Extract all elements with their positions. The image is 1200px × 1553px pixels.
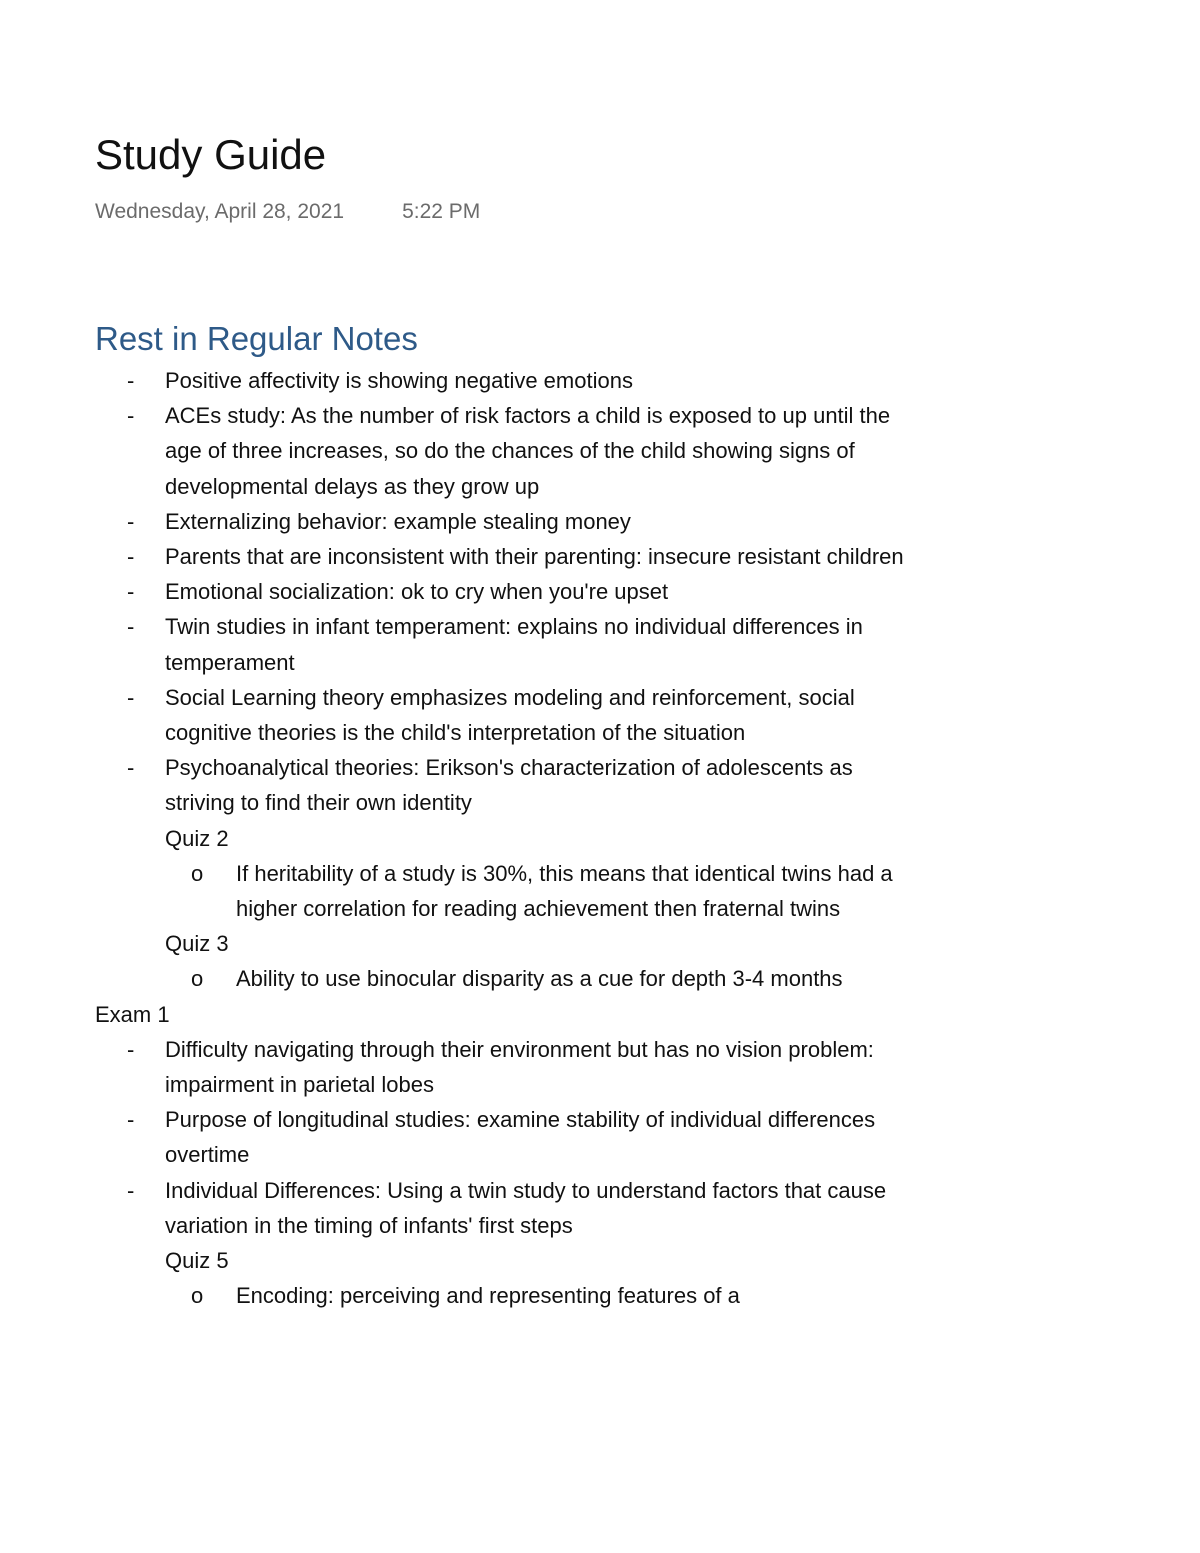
page-time: 5:22 PM (402, 200, 481, 223)
section-heading: Rest in Regular Notes (95, 320, 418, 357)
page-date: Wednesday, April 28, 2021 (95, 200, 345, 223)
list-item-text: Twin studies in infant temperament: explains no individual differences in temperament (165, 614, 863, 675)
dash-bullet: - (127, 579, 135, 605)
list-item-text: Difficulty navigating through their environment but has no vision problem: impairment in parietal lobes (165, 1036, 874, 1098)
dash-bullet: - (127, 1036, 135, 1062)
list-item (95, 680, 925, 750)
dash-bullet: - (127, 368, 135, 393)
circle-bullet: o (191, 966, 204, 992)
list-item (95, 1102, 925, 1172)
list-item (95, 1173, 925, 1243)
list-item (95, 750, 925, 820)
circle-bullet: o (191, 860, 204, 886)
list-item (95, 398, 925, 504)
circle-bullet: o (191, 1283, 204, 1309)
list-item (95, 363, 925, 398)
list-item (95, 1032, 925, 1102)
sub-list-item-text: Ability to use binocular disparity as a cue for depth 3-4 months (236, 966, 843, 992)
dash-bullet: - (127, 1107, 135, 1133)
sub-list-item-text: If heritability of a study is 30%, this means that identical twins had a higher correlation for reading achievement then fraternal twins (236, 860, 893, 922)
list-item-text: Social Learning theory emphasizes modeling and reinforcement, social cognitive theories is the child's interpretation of the situation (165, 684, 855, 746)
list-item (95, 539, 925, 574)
sub-list-item (95, 961, 925, 996)
list-item-text: Positive affectivity is showing negative emotions (165, 368, 633, 393)
list-item (95, 574, 925, 609)
list-item-text: ACEs study: As the number of risk factors a child is exposed to up until the age of three increases, so do the chances of the child showing signs of developmental delays as they grow up (165, 403, 891, 499)
quiz-2-label: Quiz 2 (165, 825, 229, 851)
sub-list-item-text: Encoding: perceiving and representing features of a (236, 1283, 740, 1309)
page-title: Study Guide (95, 131, 327, 178)
dash-bullet: - (127, 684, 135, 710)
list-item (95, 609, 925, 679)
quiz-5-label: Quiz 5 (165, 1248, 229, 1274)
list-item-text: Externalizing behavior: example stealing money (165, 508, 631, 534)
list-item-text: Psychoanalytical theories: Erikson's characterization of adolescents as striving to find their own identity (165, 755, 853, 816)
dash-bullet: - (127, 403, 135, 429)
dash-bullet: - (127, 1177, 135, 1203)
dash-bullet: - (127, 508, 135, 534)
dash-bullet: - (127, 755, 135, 781)
exam-1-label: Exam 1 (95, 1001, 170, 1027)
list-item-text: Purpose of longitudinal studies: examine stability of individual differences overtime (165, 1107, 876, 1168)
list-item-text: Emotional socialization: ok to cry when you're upset (165, 579, 669, 605)
list-item-text: Individual Differences: Using a twin study to understand factors that cause variation in the timing of infants' first steps (165, 1177, 887, 1238)
sub-list-item (95, 856, 925, 926)
dash-bullet: - (127, 544, 135, 570)
list-item-text: Parents that are inconsistent with their parenting: insecure resistant children (165, 544, 904, 570)
dash-bullet: - (127, 614, 135, 640)
sub-list-item (95, 1278, 925, 1313)
page-date-time (95, 199, 480, 224)
quiz-3-label: Quiz 3 (165, 931, 229, 957)
list-item (95, 504, 925, 539)
notes-content (95, 363, 925, 1435)
